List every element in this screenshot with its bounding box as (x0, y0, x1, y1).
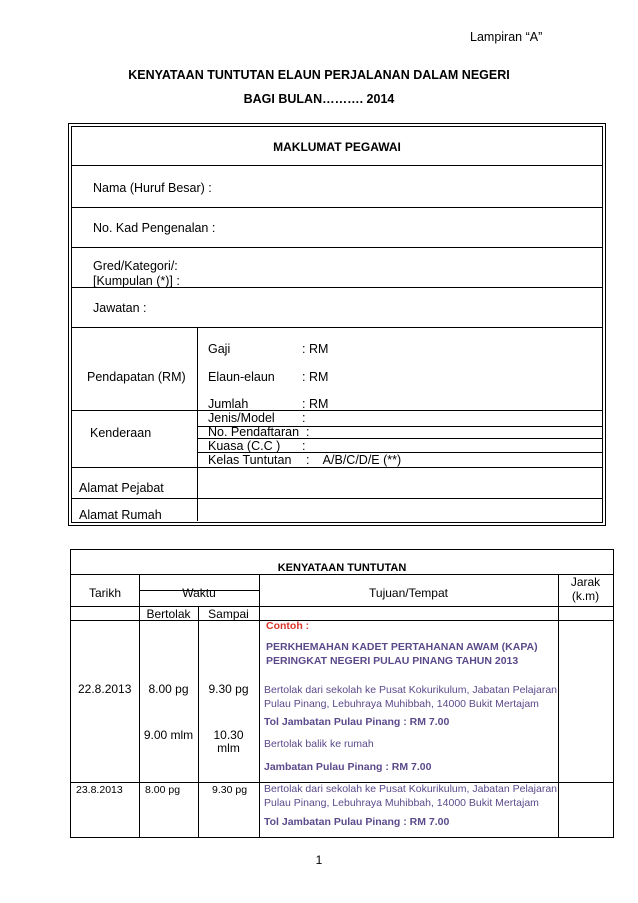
total-label: Jumlah (208, 397, 249, 411)
distance-column-header: Jarak (570, 575, 601, 589)
row2-description-line2: Pulau Pinang, Lebuhraya Muhibbah, 14000 Bukit Mertajam (264, 797, 539, 809)
annex-label: Lampiran “A” (470, 30, 543, 44)
divider (72, 207, 602, 208)
post-label: Jawatan : (93, 301, 147, 315)
row2-arrive-time: 9.30 pg (212, 784, 248, 796)
row2-date: 23.8.2013 (76, 784, 123, 796)
example-title-line1: PERKHEMAHAN KADET PERTAHANAN AWAM (KAPA) (266, 641, 538, 653)
claim-class-value: : A/B/C/D/E (**) (306, 453, 402, 467)
registration-label: No. Pendaftaran (208, 425, 300, 439)
divider (72, 498, 602, 499)
row1-depart-time-2: 9.00 mlm (143, 728, 194, 742)
group-label: [Kumpulan (*)] : (93, 274, 180, 288)
vehicle-label: Kenderaan (90, 426, 152, 440)
row1-toll-2: Jambatan Pulau Pinang : RM 7.00 (264, 761, 432, 773)
divider (72, 327, 602, 328)
registration-value: : (306, 425, 310, 439)
row1-arrive-time: 9.30 pg (208, 682, 249, 696)
claim-class-label: Kelas Tuntutan (208, 453, 292, 467)
row1-return-description: Bertolak balik ke rumah (264, 738, 374, 750)
grade-label: Gred/Kategori/: (93, 259, 178, 273)
allowance-label: Elaun-elaun (208, 370, 275, 384)
column-divider (558, 574, 559, 837)
distance-unit-header: (k.m) (571, 589, 600, 603)
document-subtitle: BAGI BULAN………. 2014 (243, 92, 395, 106)
column-divider (197, 328, 198, 521)
row1-depart-time: 8.00 pg (148, 682, 189, 696)
divider (72, 247, 602, 248)
row2-description-line1: Bertolak dari sekolah ke Pusat Kokurikulum, Jabatan Pelajaran (264, 783, 557, 795)
total-value: : RM (302, 397, 329, 411)
home-address-label: Alamat Rumah (79, 508, 162, 522)
vehicle-model-value: : (302, 411, 306, 425)
income-label: Pendapatan (RM) (87, 370, 186, 384)
name-label: Nama (Huruf Besar) : (93, 181, 212, 195)
row1-arrive-time-2: 10.30 (213, 728, 244, 742)
row2-toll: Tol Jambatan Pulau Pinang : RM 7.00 (264, 816, 450, 828)
office-address-label: Alamat Pejabat (79, 481, 164, 495)
engine-cc-label: Kuasa (C.C ) (208, 439, 281, 453)
ic-label: No. Kad Pengenalan : (93, 221, 216, 235)
employee-section-title: MAKLUMAT PEGAWAI (273, 140, 401, 154)
document-title: KENYATAAN TUNTUTAN ELAUN PERJALANAN DALAM NEGERI (128, 68, 510, 82)
row1-toll-1: Tol Jambatan Pulau Pinang : RM 7.00 (264, 716, 450, 728)
time-column-header: Waktu (182, 586, 216, 600)
row1-date: 22.8.2013 (78, 682, 132, 696)
row1-description-line1: Bertolak dari sekolah ke Pusat Kokurikulum, Jabatan Pelajaran (264, 684, 557, 696)
row1-arrive-time-2-suffix: mlm (217, 741, 240, 755)
column-divider (259, 574, 260, 837)
row2-depart-time: 8.00 pg (145, 784, 181, 796)
row1-description-line2: Pulau Pinang, Lebuhraya Muhibbah, 14000 Bukit Mertajam (264, 698, 539, 710)
arrive-column-header: Sampai (208, 607, 249, 621)
vehicle-model-label: Jenis/Model (208, 411, 275, 425)
depart-column-header: Bertolak (146, 607, 191, 621)
column-divider (198, 606, 199, 837)
purpose-column-header: Tujuan/Tempat (369, 586, 448, 600)
date-column-header: Tarikh (88, 586, 121, 600)
divider (72, 410, 602, 411)
engine-cc-value: : (302, 439, 306, 453)
salary-label: Gaji (208, 342, 231, 356)
claims-section-title: KENYATAAN TUNTUTAN (277, 562, 407, 574)
divider (72, 165, 602, 166)
page-number: 1 (315, 853, 323, 867)
salary-value: : RM (302, 342, 329, 356)
example-title-line2: PERINGKAT NEGERI PULAU PINANG TAHUN 2013 (266, 655, 519, 667)
allowance-value: : RM (302, 370, 329, 384)
example-label: Contoh : (266, 620, 310, 632)
